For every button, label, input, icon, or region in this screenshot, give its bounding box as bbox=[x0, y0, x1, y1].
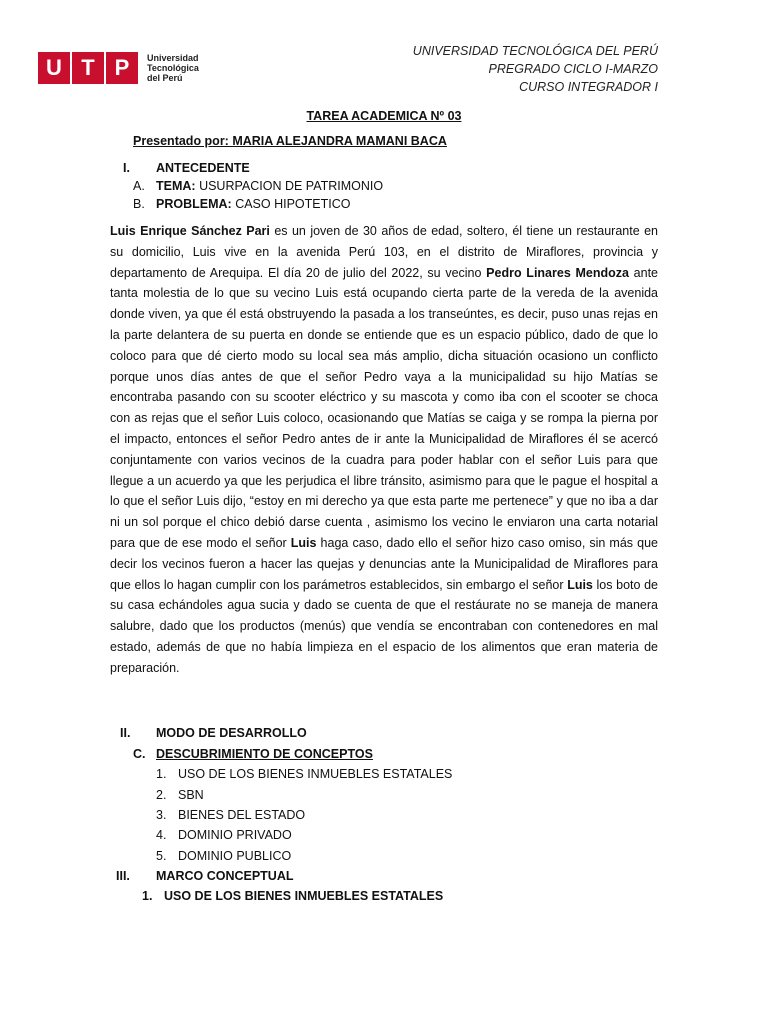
logo-wordmark bbox=[147, 53, 199, 83]
concept-item: BIENES DEL ESTADO bbox=[178, 808, 306, 822]
logo-letter-p: P bbox=[106, 52, 138, 84]
case-paragraph bbox=[110, 221, 658, 679]
concept-number: 3. bbox=[156, 808, 167, 822]
concept-item: DOMINIO PRIVADO bbox=[178, 828, 292, 842]
concept-item: USO DE LOS BIENES INMUEBLES ESTATALES bbox=[178, 767, 453, 781]
item-a-letter: A. bbox=[133, 179, 145, 193]
concept-number: 4. bbox=[156, 828, 167, 842]
program-line: PREGRADO CICLO I-MARZO bbox=[488, 62, 658, 76]
item-a-value: USURPACION DE PATRIMONIO bbox=[199, 179, 384, 193]
paragraph-text-1: es un joven de 30 años de edad, soltero, él tiene un restaurante en su domicilio, Luis vive en la avenida Perú 103, en el distrito de Miraflores, provincia y departamento de Arequipa. El día 20 de julio del 2022, su vecino bbox=[110, 224, 658, 280]
subsection-number: 1. bbox=[142, 889, 153, 903]
paragraph-text-3: haga caso, dado ello el señor hizo caso omiso, sin más que decir los vecinos fueron a hacer las quejas y denuncias ante la Municipalidad de Miraflores para que ellos lo hagan cumplir con los parámetros establecidos, sin embargo el señor bbox=[110, 535, 658, 592]
item-c-heading: DESCUBRIMIENTO DE CONCEPTOS bbox=[156, 747, 373, 761]
logo-line-2: Tecnológica bbox=[147, 63, 199, 73]
logo-letter-u: U bbox=[38, 52, 70, 84]
item-b-label: PROBLEMA: bbox=[156, 197, 232, 211]
logo-line-1: Universidad bbox=[147, 53, 199, 63]
institution-header bbox=[413, 42, 658, 96]
item-b bbox=[156, 197, 350, 211]
paragraph-text-2: ante tanta molestia de lo que su vecino Luis está ocupando cierta parte de la vereda de la avenida donde viven, ya que él está obstruyendo la pasada a los transeúntes, es decir, puso unas rejas en la parte delantera de su puerta en donde se entiende que es un espacio público, dado de que lo coloco para que dé cierto modo su local sea más amplio, dicha situación ocasiono un conflicto porque unos días antes de que el señor Pedro vaya a la municipalidad su hijo Matías se encontraba pasando con su scooter eléctrico y su mascota y como iba con el scooter se choca con as rejas que el señor Luis coloco, ocasionando que Matías se caiga y se rompa la pierna por el impacto, entonces el señor Pedro antes de ir ante la Municipalidad de Miraflores él se acercó conjuntamente con varios vecinos de la cuadra para poder hablar con el señor Luis para que llegue a un acuerdo ya que les perjudica el libre tránsito, asimismo para que le pague el hospital a lo que el señor Luis dijo, “estoy en mi derecho ya que esta parte me pertenece” y que no iba a dar ni un sol porque el chico debió darse cuenta , asimismo los vecino le enviaron una carta notarial para que de ese modo el señor bbox=[110, 265, 658, 550]
section-3-heading: MARCO CONCEPTUAL bbox=[156, 869, 294, 883]
utp-logo bbox=[38, 52, 199, 84]
section-3-number: III. bbox=[116, 869, 130, 883]
concept-item: SBN bbox=[178, 788, 204, 802]
presented-by: Presentado por: MARIA ALEJANDRA MAMANI BACA bbox=[133, 134, 447, 148]
bold-name-luis-full: Luis Enrique Sánchez Pari bbox=[110, 224, 270, 238]
bold-name-luis-1: Luis bbox=[290, 535, 317, 550]
item-c-letter: C. bbox=[133, 747, 146, 761]
concept-number: 1. bbox=[156, 767, 167, 781]
course-line: CURSO INTEGRADOR I bbox=[519, 80, 658, 94]
item-a-label: TEMA: bbox=[156, 179, 196, 193]
bold-name-luis-2: Luis bbox=[567, 577, 593, 592]
concept-number: 2. bbox=[156, 788, 167, 802]
document-title: TAREA ACADEMICA Nº 03 bbox=[306, 109, 462, 123]
paragraph-text-4: los boto de su casa echándoles agua sucia y dado se cuenta de que el restáurate no se maneja de manera salubre, dado que los productos (menús) que vendía se encontraban con contenedores en mal estado, además de que no había limpieza en el espacio de los alimentos que eran materia de preparación. bbox=[110, 577, 658, 675]
bold-name-pedro: Pedro Linares Mendoza bbox=[486, 265, 629, 280]
institution-name: UNIVERSIDAD TECNOLÓGICA DEL PERÚ bbox=[412, 44, 658, 58]
concept-number: 5. bbox=[156, 849, 167, 863]
item-b-letter: B. bbox=[133, 197, 145, 211]
section-1-heading: ANTECEDENTE bbox=[156, 161, 250, 175]
logo-letter-t: T bbox=[72, 52, 104, 84]
item-a bbox=[156, 179, 383, 193]
section-1-number: I. bbox=[123, 161, 130, 175]
concept-item: DOMINIO PUBLICO bbox=[178, 849, 292, 863]
section-2-number: II. bbox=[120, 726, 131, 740]
section-2-heading: MODO DE DESARROLLO bbox=[156, 726, 307, 740]
subsection-heading: USO DE LOS BIENES INMUEBLES ESTATALES bbox=[164, 889, 444, 903]
item-b-value: CASO HIPOTETICO bbox=[235, 197, 351, 211]
logo-line-3: del Perú bbox=[147, 73, 183, 83]
